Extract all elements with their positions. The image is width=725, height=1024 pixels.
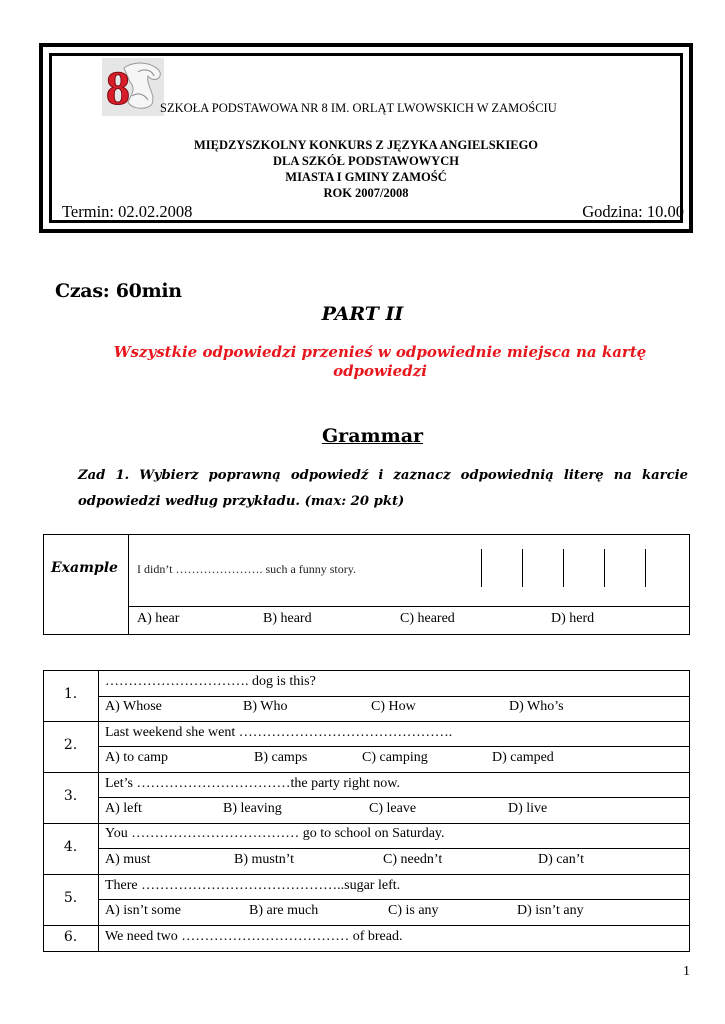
option-c: C) How <box>371 699 416 714</box>
option-d: D) Who’s <box>509 699 564 714</box>
option-b: B) are much <box>249 903 319 918</box>
option-b: B) Who <box>243 699 288 714</box>
option-c: C) camping <box>362 750 428 765</box>
row-divider <box>98 797 690 798</box>
row-divider <box>43 772 690 773</box>
row-divider <box>43 874 690 875</box>
school-name: SZKOŁA PODSTAWOWA NR 8 IM. ORLĄT LWOWSKICH W ZAMOŚCIU <box>160 101 557 115</box>
exam-time: Godzina: 10.00 <box>582 202 684 221</box>
option-a: A) must <box>105 852 151 867</box>
example-option-c: C) heared <box>400 611 455 626</box>
option-c: C) needn’t <box>383 852 443 867</box>
question-text: We need two ……………………………… of bread. <box>105 929 403 944</box>
section-title: Grammar <box>321 425 424 447</box>
question-number: 4. <box>63 839 78 855</box>
option-a: A) Whose <box>105 699 162 714</box>
example-option-d: D) herd <box>551 611 595 626</box>
example-divider <box>128 534 129 635</box>
question-text: You ……………………………… go to school on Saturday. <box>105 826 445 841</box>
row-divider <box>98 899 690 900</box>
page-number: 1 <box>683 964 690 979</box>
contest-year: ROK 2007/2008 <box>323 186 409 200</box>
example-option-b: B) heard <box>263 611 312 626</box>
row-divider <box>43 823 690 824</box>
option-d: D) camped <box>492 750 554 765</box>
task-instruction: Zad 1. Wybierz poprawną odpowiedź i zaznacz odpowiednią literę na karcie odpowiedzi według przykładu. (max: 20 pkt) <box>78 468 688 509</box>
row-divider <box>98 696 690 697</box>
example-question: I didn’t …………………. such a funny story. <box>137 562 356 576</box>
option-a: A) to camp <box>105 750 168 765</box>
option-d: D) live <box>508 801 548 816</box>
answer-box-divider <box>604 549 605 587</box>
option-a: A) isn’t some <box>105 903 181 918</box>
option-d: D) isn’t any <box>517 903 584 918</box>
row-divider <box>98 746 690 747</box>
contest-region: MIASTA I GMINY ZAMOŚĆ <box>285 170 447 184</box>
option-c: C) leave <box>369 801 417 816</box>
questions-divider <box>98 670 99 952</box>
example-answer-boxes <box>481 549 646 587</box>
example-row-divider <box>128 606 690 607</box>
answer-box-divider <box>563 549 564 587</box>
question-text: There ……………………………………..sugar left. <box>105 878 401 893</box>
example-label: Example <box>51 560 118 576</box>
instruction-text: Wszystkie odpowiedzi przenieś w odpowiednie miejsca na kartę odpowiedzi <box>113 343 647 380</box>
question-text: Last weekend she went ………………………………………. <box>105 725 453 740</box>
part-title: PART II <box>321 303 404 325</box>
question-number: 6. <box>63 929 78 945</box>
option-a: A) left <box>105 801 142 816</box>
question-number: 2. <box>63 737 78 753</box>
answer-box-divider <box>522 549 523 587</box>
logo-number: 8 <box>106 62 130 115</box>
row-divider <box>98 848 690 849</box>
question-text: Let’s ……………………………the party right now. <box>105 776 401 791</box>
contest-subtitle: DLA SZKÓŁ PODSTAWOWYCH <box>273 154 459 168</box>
school-logo <box>102 58 164 116</box>
example-option-a: A) hear <box>137 611 180 626</box>
option-d: D) can’t <box>538 852 584 867</box>
question-number: 5. <box>63 890 78 906</box>
option-b: B) leaving <box>223 801 282 816</box>
row-divider <box>43 925 690 926</box>
question-number: 3. <box>63 788 78 804</box>
contest-title: MIĘDZYSZKOLNY KONKURS Z JĘZYKA ANGIELSKIEGO <box>193 138 539 152</box>
time-limit: Czas: 60min <box>55 280 182 302</box>
row-divider <box>43 721 690 722</box>
option-b: B) camps <box>254 750 308 765</box>
question-text: …………………………. dog is this? <box>105 674 316 689</box>
option-c: C) is any <box>388 903 439 918</box>
exam-date: Termin: 02.02.2008 <box>62 202 193 221</box>
question-number: 1. <box>63 686 78 702</box>
option-b: B) mustn’t <box>234 852 295 867</box>
